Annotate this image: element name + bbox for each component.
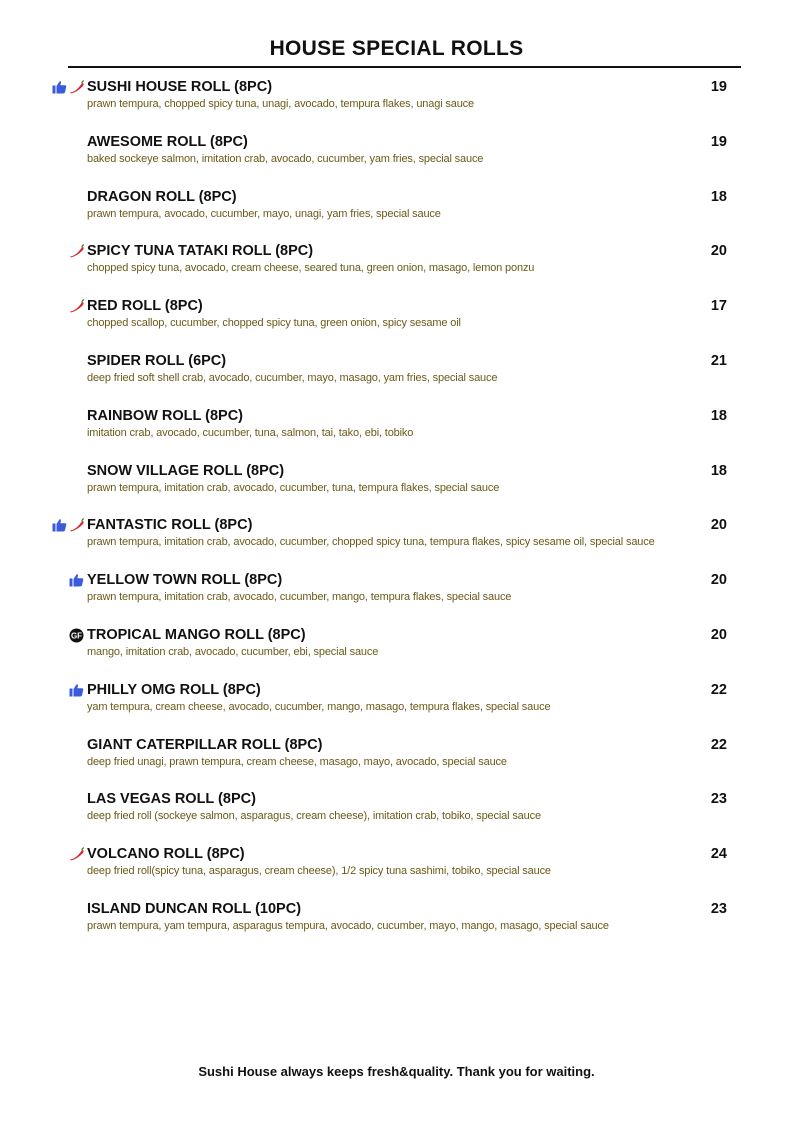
item-price: 20 — [710, 572, 727, 589]
menu-item — [0, 189, 793, 244]
item-description: deep fried unagi, prawn tempura, cream cheese, masago, mayo, avocado, special sauce — [87, 755, 507, 768]
item-name: SPIDER ROLL (6PC) — [87, 352, 227, 369]
item-name: GIANT CATERPILLAR ROLL (8PC) — [87, 736, 323, 753]
item-name: SNOW VILLAGE ROLL (8PC) — [87, 462, 285, 479]
item-name: RAINBOW ROLL (8PC) — [87, 407, 244, 424]
menu-item — [0, 572, 793, 627]
item-price: 19 — [710, 79, 727, 95]
menu-item — [0, 901, 793, 956]
item-icons — [69, 244, 85, 260]
item-name: ISLAND DUNCAN ROLL (10PC) — [87, 900, 302, 917]
title-divider — [68, 66, 741, 68]
item-name: DRAGON ROLL (8PC) — [87, 188, 237, 205]
item-description: prawn tempura, avocado, cucumber, mayo, unagi, yam fries, special sauce — [87, 207, 441, 220]
item-description: prawn tempura, chopped spicy tuna, unagi, avocado, tempura flakes, unagi sauce — [87, 98, 474, 110]
chili-pepper-icon — [69, 80, 85, 96]
item-description: deep fried soft shell crab, avocado, cucumber, mayo, masago, yam fries, special sauce — [87, 371, 498, 384]
thumbs-up-icon — [69, 683, 85, 699]
item-price: 24 — [710, 846, 727, 863]
item-description: baked sockeye salmon, imitation crab, avocado, cucumber, yam fries, special sauce — [87, 152, 484, 165]
item-price: 18 — [710, 407, 727, 424]
item-icons — [52, 518, 85, 534]
item-description: prawn tempura, imitation crab, avocado, cucumber, tuna, tempura flakes, special sauce — [87, 481, 500, 494]
gluten-free-icon — [69, 628, 85, 644]
item-price: 17 — [710, 298, 727, 315]
chili-pepper-icon — [69, 244, 85, 260]
item-name: AWESOME ROLL (8PC) — [87, 133, 248, 150]
menu-item — [0, 408, 793, 463]
item-price: 18 — [710, 462, 727, 479]
item-icons — [69, 299, 85, 315]
chili-pepper-icon — [69, 299, 85, 315]
item-price: 20 — [710, 517, 727, 534]
item-name: SUSHI HOUSE ROLL (8PC) — [87, 79, 273, 95]
item-name: RED ROLL (8PC) — [87, 298, 203, 315]
menu-item — [0, 243, 793, 298]
menu-item — [0, 298, 793, 353]
menu-item — [0, 134, 793, 189]
menu-item — [0, 79, 793, 134]
item-description: prawn tempura, imitation crab, avocado, cucumber, chopped spicy tuna, tempura flakes, spicy sesame oil, special sauce — [87, 536, 655, 549]
menu-item — [0, 737, 793, 792]
item-price: 20 — [710, 626, 727, 643]
item-name: FANTASTIC ROLL (8PC) — [87, 517, 253, 534]
item-description: prawn tempura, imitation crab, avocado, cucumber, mango, tempura flakes, special sauce — [87, 591, 512, 604]
item-icons — [69, 683, 85, 699]
item-price: 22 — [710, 681, 727, 698]
menu-item — [0, 463, 793, 518]
chili-pepper-icon — [69, 518, 85, 534]
item-icons — [69, 628, 85, 644]
menu-item — [0, 353, 793, 408]
footer-note: Sushi House always keeps fresh&quality. Thank you for waiting. — [198, 1064, 595, 1079]
item-name: LAS VEGAS ROLL (8PC) — [87, 791, 256, 808]
item-description: mango, imitation crab, avocado, cucumber, ebi, special sauce — [87, 645, 379, 658]
item-icons — [52, 80, 85, 96]
item-description: chopped scallop, cucumber, chopped spicy tuna, green onion, spicy sesame oil — [87, 317, 461, 330]
item-icons — [69, 847, 85, 863]
item-name: PHILLY OMG ROLL (8PC) — [87, 681, 261, 698]
item-icons — [69, 573, 85, 589]
item-name: VOLCANO ROLL (8PC) — [87, 846, 245, 863]
thumbs-up-icon — [69, 573, 85, 589]
item-price: 18 — [710, 188, 727, 205]
menu-item — [0, 517, 793, 572]
item-name: YELLOW TOWN ROLL (8PC) — [87, 572, 283, 589]
item-description: prawn tempura, yam tempura, asparagus tempura, avocado, cucumber, mayo, mango, masago, special sauce — [87, 919, 609, 932]
item-price: 23 — [710, 900, 727, 917]
item-price: 23 — [710, 791, 727, 808]
thumbs-up-icon — [52, 518, 68, 534]
item-description: deep fried roll (sockeye salmon, asparagus, cream cheese), imitation crab, tobiko, special sauce — [87, 810, 541, 823]
menu-item — [0, 627, 793, 682]
item-price: 20 — [710, 243, 727, 260]
menu-list — [0, 79, 793, 956]
item-name: SPICY TUNA TATAKI ROLL (8PC) — [87, 243, 314, 260]
svg-text:GF: GF — [70, 631, 83, 641]
item-description: deep fried roll(spicy tuna, asparagus, cream cheese), 1/2 spicy tuna sashimi, tobiko, special sauce — [87, 865, 551, 878]
thumbs-up-icon — [52, 80, 68, 96]
chili-pepper-icon — [69, 847, 85, 863]
item-description: chopped spicy tuna, avocado, cream cheese, seared tuna, green onion, masago, lemon ponzu — [87, 262, 535, 275]
item-price: 21 — [710, 352, 727, 369]
item-price: 19 — [710, 133, 727, 150]
item-price: 22 — [710, 736, 727, 753]
menu-item — [0, 846, 793, 901]
item-description: yam tempura, cream cheese, avocado, cucumber, mango, masago, tempura flakes, special sauce — [87, 700, 551, 713]
item-description: imitation crab, avocado, cucumber, tuna, salmon, tai, tako, ebi, tobiko — [87, 426, 414, 439]
item-name: TROPICAL MANGO ROLL (8PC) — [87, 626, 306, 643]
page-title: HOUSE SPECIAL ROLLS — [269, 37, 524, 60]
menu-item — [0, 682, 793, 737]
menu-item — [0, 791, 793, 846]
